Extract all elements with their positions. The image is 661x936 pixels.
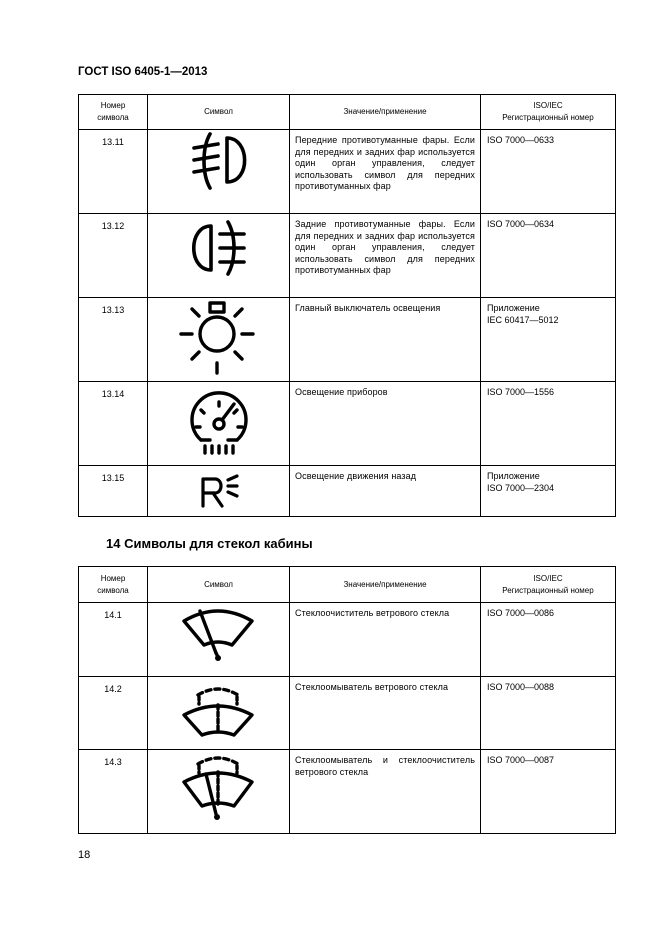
instrument-illumination-icon (148, 382, 290, 460)
header-text: символа (97, 585, 129, 595)
registration-line: ISO 7000—0634 (487, 219, 555, 229)
symbol-number: 13.14 (79, 382, 148, 466)
rear-fog-light-icon (148, 214, 290, 284)
symbol-meaning: Освещение движения назад (290, 466, 481, 517)
symbol-number: 13.11 (79, 130, 148, 214)
registration-line: IEC 60417—5012 (487, 314, 559, 325)
symbol-meaning: Стеклоомыватель ветрового стекла (290, 677, 481, 750)
reversing-light-icon (148, 466, 290, 514)
symbols-table-14 (78, 566, 616, 834)
registration-number (481, 466, 616, 517)
registration-number (481, 750, 616, 834)
column-header-number (79, 95, 148, 130)
registration-line: ISO 7000—0088 (487, 682, 555, 692)
table-row (79, 382, 616, 466)
table-row (79, 466, 616, 517)
symbol-meaning: Стеклоочиститель ветрового стекла (290, 603, 481, 677)
front-fog-light-icon (148, 130, 290, 200)
registration-number (481, 214, 616, 298)
symbol-cell (148, 603, 290, 677)
column-header-registration (481, 567, 616, 603)
registration-number (481, 382, 616, 466)
header-text: Регистрационный номер (502, 113, 594, 122)
column-header-meaning: Значение/применение (290, 95, 481, 130)
column-header-number (79, 567, 148, 603)
registration-line: Приложение (487, 471, 540, 481)
registration-number (481, 298, 616, 382)
registration-line: ISO 7000—0633 (487, 135, 555, 145)
symbol-meaning: Освещение приборов (290, 382, 481, 466)
column-header-registration (481, 95, 616, 130)
windshield-washer-wiper-icon (148, 750, 290, 830)
registration-line: ISO 7000—0087 (487, 755, 555, 765)
header-text: ISO/IEC (533, 573, 563, 583)
table-row (79, 214, 616, 298)
registration-number (481, 130, 616, 214)
registration-line: ISO 7000—1556 (487, 387, 555, 397)
symbol-cell (148, 298, 290, 382)
table-row (79, 298, 616, 382)
symbol-cell (148, 750, 290, 834)
table-row (79, 130, 616, 214)
symbols-table-13 (78, 94, 616, 517)
symbol-number: 14.3 (79, 750, 148, 834)
symbol-meaning: Главный выключатель освещения (290, 298, 481, 382)
symbol-number: 13.13 (79, 298, 148, 382)
symbol-cell (148, 382, 290, 466)
symbol-meaning: Задние противотуманные фары. Если для передних и задних фар используется один орган управления, следует использовать символ для передних противотуманных фар (290, 214, 481, 298)
windshield-wiper-icon (148, 603, 290, 669)
symbol-meaning: Стеклоомыватель и стеклоочиститель ветрового стекла (290, 750, 481, 834)
header-text: Номер (100, 101, 126, 110)
registration-line: ISO 7000—2304 (487, 482, 555, 493)
symbol-cell (148, 130, 290, 214)
registration-line: ISO 7000—0086 (487, 608, 555, 618)
registration-line: Приложение (487, 303, 540, 313)
column-header-symbol: Символ (148, 567, 290, 603)
table-row (79, 750, 616, 834)
header-text: Номер (100, 573, 126, 583)
symbol-cell (148, 214, 290, 298)
main-lighting-switch-icon (148, 298, 290, 378)
table-header-row (79, 95, 616, 130)
column-header-symbol: Символ (148, 95, 290, 130)
windshield-washer-icon (148, 677, 290, 743)
page-number: 18 (78, 849, 91, 861)
document-header: ГОСТ ISO 6405-1—2013 (78, 66, 208, 78)
symbol-meaning: Передние противотуманные фары. Если для передних и задних фар используется один орган управления, следует использовать символ для передних противотуманных фар (290, 130, 481, 214)
table-row (79, 603, 616, 677)
symbol-number: 14.1 (79, 603, 148, 677)
column-header-meaning: Значение/применение (290, 567, 481, 603)
symbol-number: 14.2 (79, 677, 148, 750)
table-header-row (79, 567, 616, 603)
symbol-number: 13.12 (79, 214, 148, 298)
table-row (79, 677, 616, 750)
header-text: символа (97, 113, 129, 122)
registration-number (481, 603, 616, 677)
symbol-number: 13.15 (79, 466, 148, 517)
registration-number (481, 677, 616, 750)
symbol-cell (148, 677, 290, 750)
section-title: 14 Символы для стекол кабины (106, 536, 313, 551)
symbol-cell (148, 466, 290, 517)
header-text: ISO/IEC (533, 101, 563, 110)
header-text: Регистрационный номер (502, 585, 594, 595)
